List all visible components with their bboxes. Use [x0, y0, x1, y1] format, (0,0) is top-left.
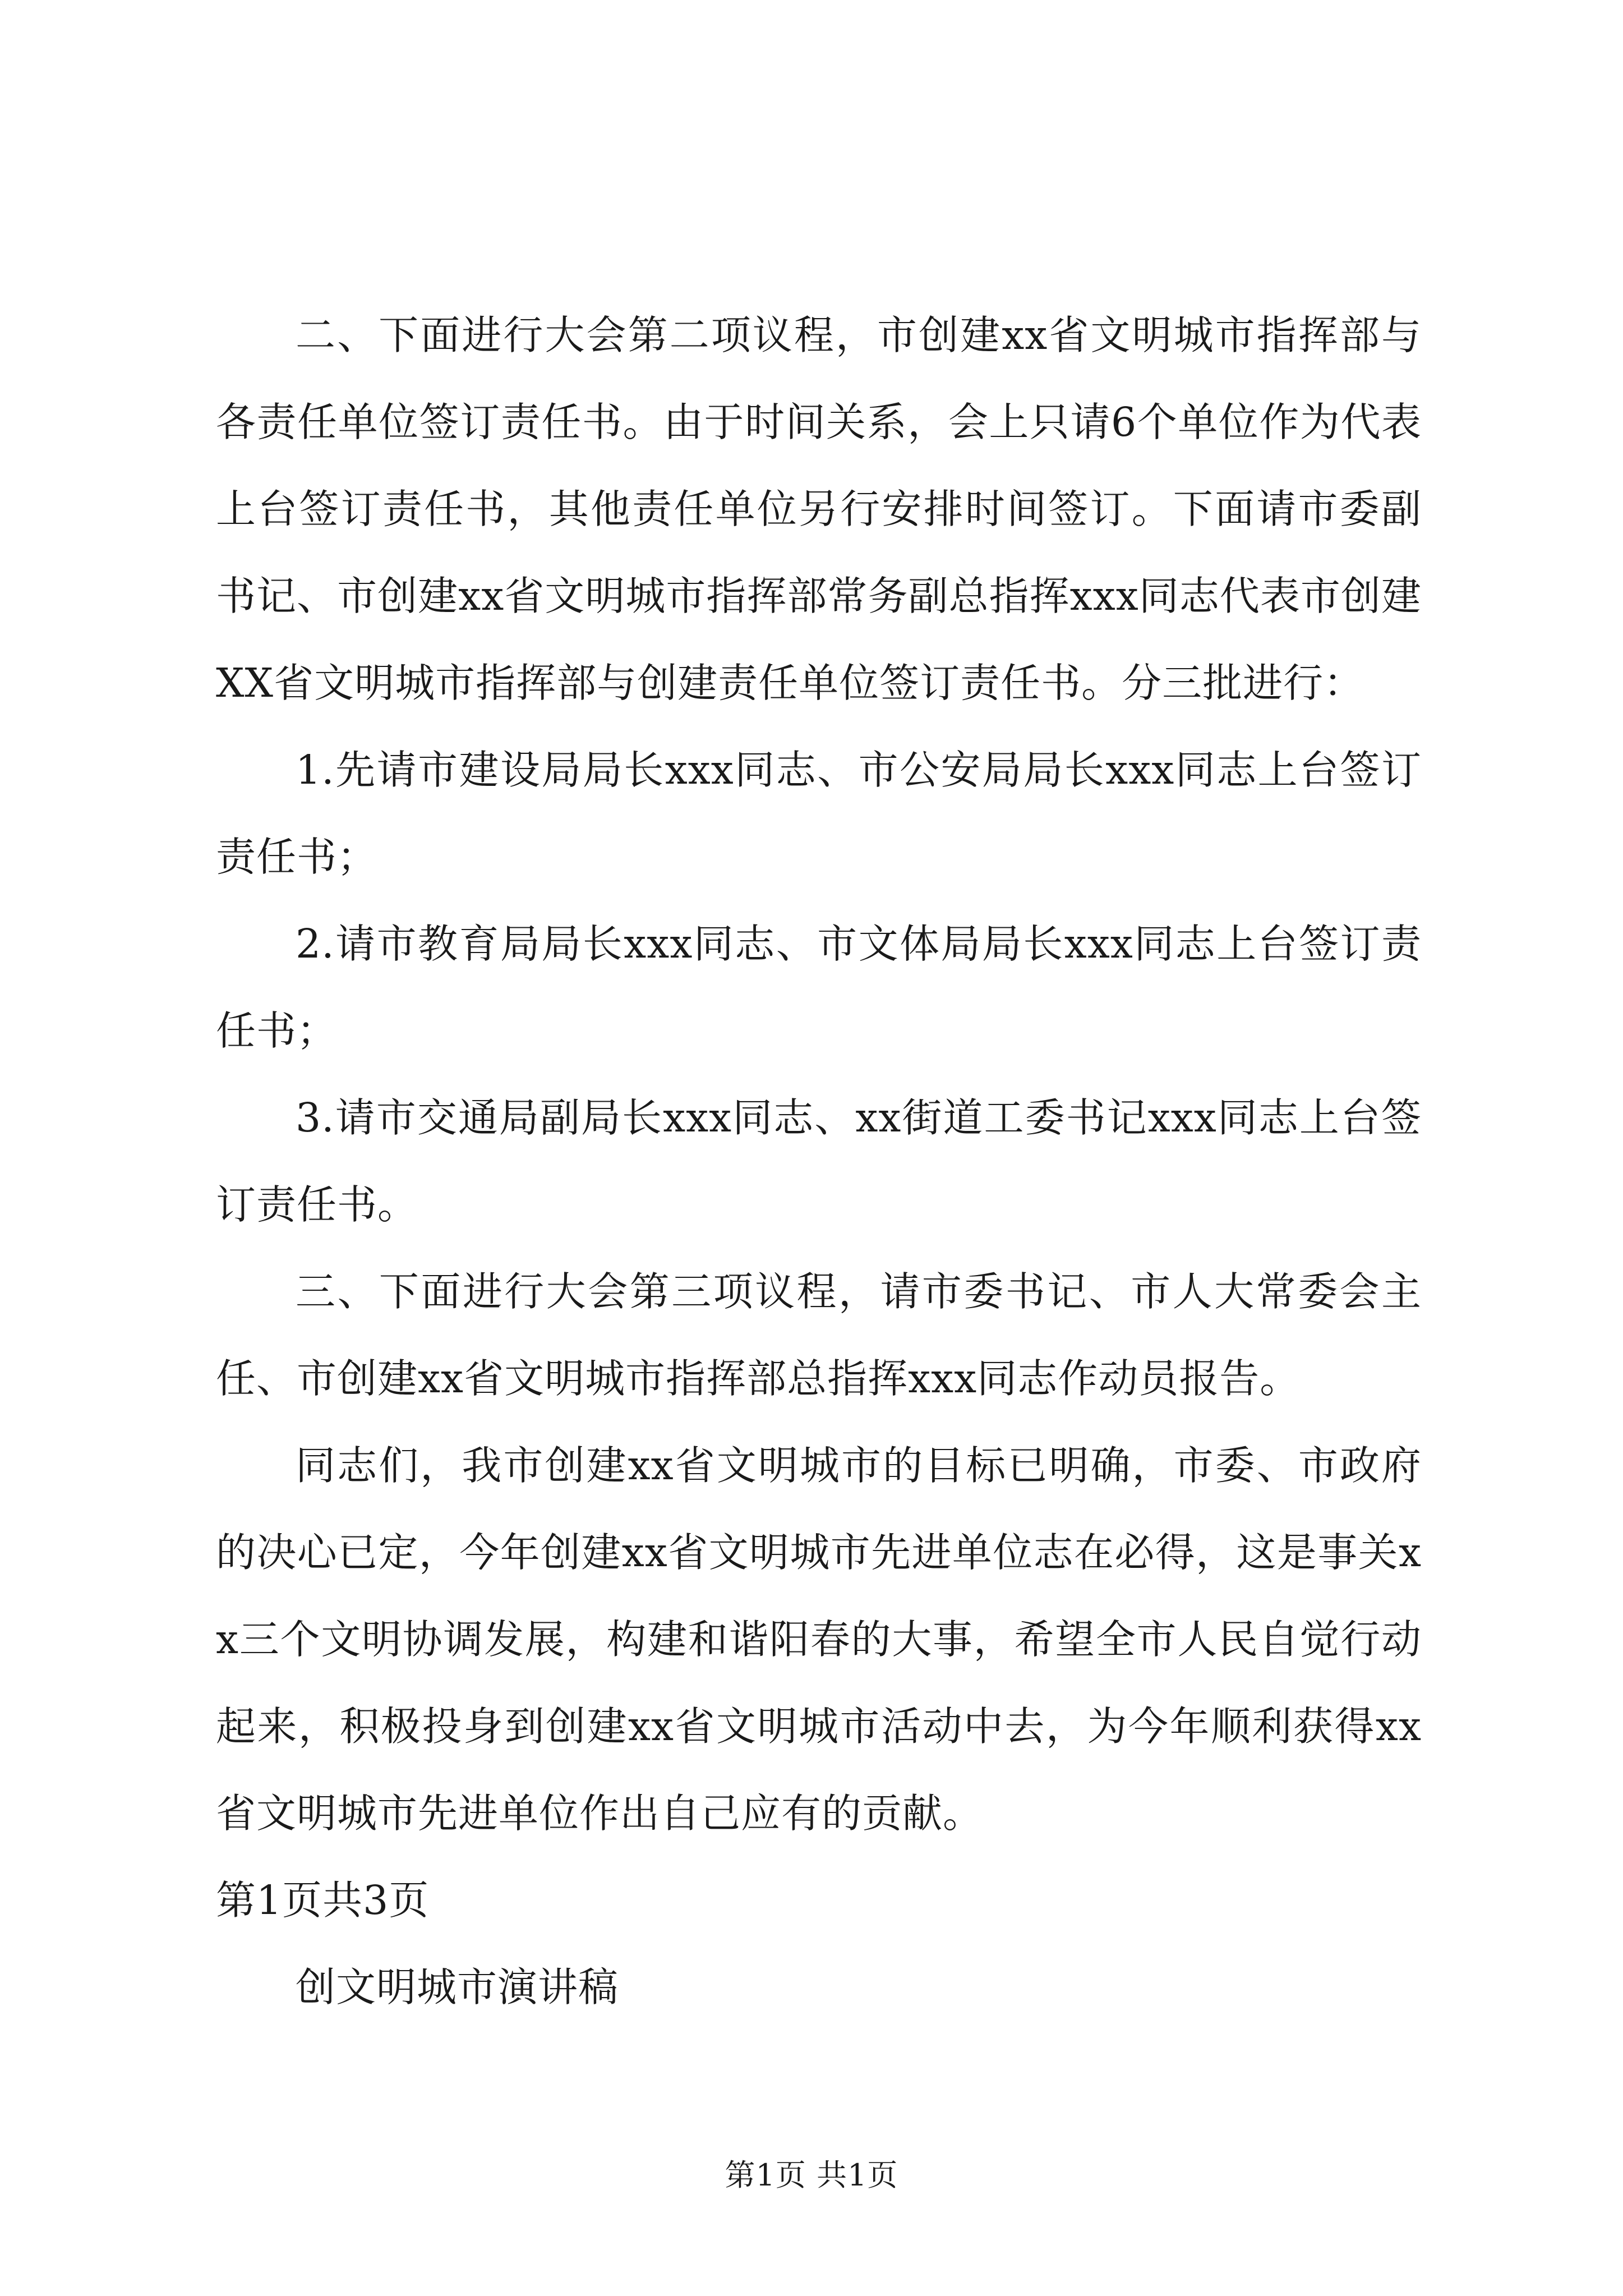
paragraph-batch-1: 1.先请市建设局局长xxx同志、市公安局局长xxx同志上台签订责任书； — [216, 747, 1422, 880]
page-footer: 第1页 共1页 — [725, 2157, 898, 2193]
paragraph-closing-appeal: 同志们，我市创建xx省文明城市的目标已明确，市委、市政府的决心已定，今年创建xx省文明城市先进单位志在必得，这是事关xx三个文明协调发展，构建和谐阳春的大事，希望全市人民自觉行动起来，积极投身到创建xx省文明城市活动中去，为今年顺利获得xx省文明城市先进单位作出自己应有的贡献。 — [216, 1442, 1422, 1837]
closing-title: 创文明城市演讲稿 — [296, 1964, 619, 2010]
paragraph-batch-2: 2.请市教育局局长xxx同志、市文体局局长xxx同志上台签订责任书； — [216, 921, 1422, 1054]
paragraph-agenda-item-3: 三、下面进行大会第三项议程，请市委书记、市人大常委会主任、市创建xx省文明城市指挥部总指挥xxx同志作动员报告。 — [216, 1268, 1422, 1402]
paragraph-agenda-item-2: 二、下面进行大会第二项议程，市创建xx省文明城市指挥部与各责任单位签订责任书。由于时间关系，会上只请6个单位作为代表上台签订责任书，其他责任单位另行安排时间签订。下面请市委副书记、市创建xx省文明城市指挥部常务副总指挥xxx同志代表市创建XX省文明城市指挥部与创建责任单位签订责任书。分三批进行： — [216, 312, 1422, 706]
inline-page-mark: 第1页共3页 — [216, 1877, 430, 1924]
paragraph-batch-3: 3.请市交通局副局长xxx同志、xx街道工委书记xxx同志上台签订责任书。 — [216, 1094, 1422, 1228]
document-body — [216, 292, 1422, 2031]
